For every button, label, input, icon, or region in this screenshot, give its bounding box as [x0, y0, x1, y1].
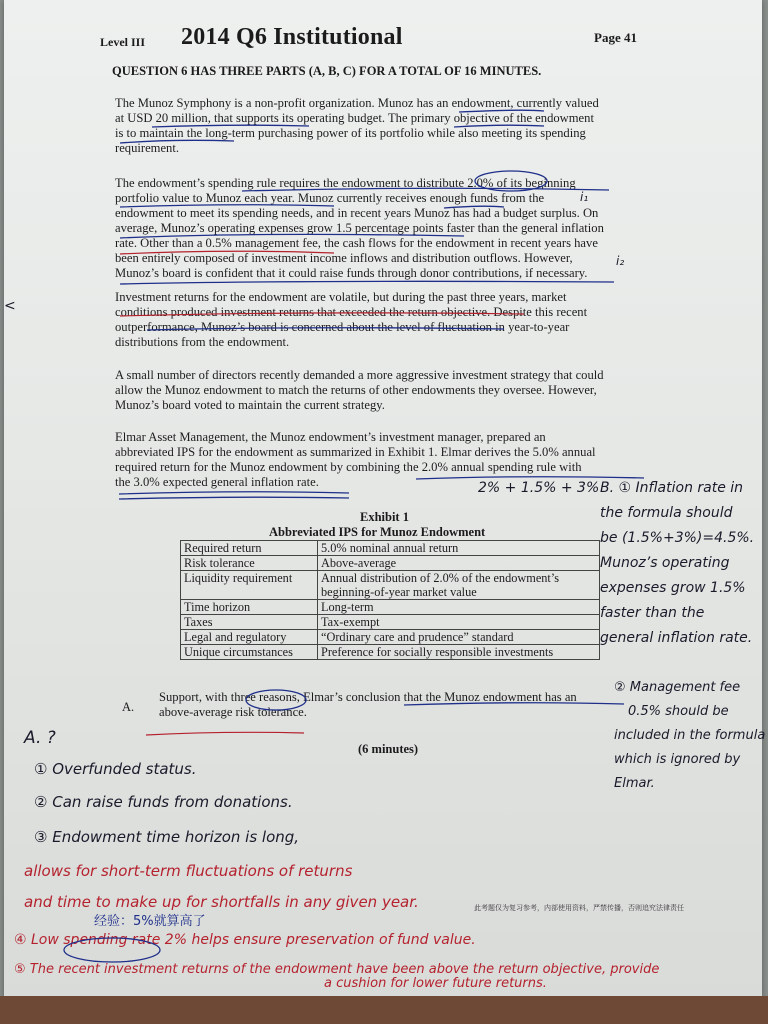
handwritten-formula: 2% + 1.5% + 3% [478, 480, 600, 496]
table-key: Required return [181, 541, 318, 556]
ips-table [180, 540, 600, 660]
answer-3: ③ Endowment time horizon is long, [34, 828, 300, 846]
answer-5: ⑤ The recent investment returns of the endowment have been above the return objective, provide [14, 962, 660, 977]
text-line: endowment to meet its spending needs, and in recent years Munoz has had a budget surplus. On [115, 206, 599, 220]
watermark-text: 此考题仅为复习参考，内部使用资料，严禁传播，否则追究法律责任 [474, 904, 684, 912]
question-a-line: above-average risk tolerance. [159, 705, 307, 719]
text-line: conditions produced investment returns that exceeded the return objective. Despite this recent [115, 305, 588, 319]
table-value [318, 571, 600, 600]
exhibit-title: Exhibit 1 [360, 510, 409, 524]
note-line: included in the formula [614, 728, 766, 743]
margin-marker-i2: i₂ [616, 254, 625, 268]
margin-mark: < [4, 298, 16, 314]
text-line: The Munoz Symphony is a non-profit organization. Munoz has an endowment, currently valued [115, 96, 599, 110]
page-number: Page 41 [594, 30, 637, 45]
underline-mark [120, 281, 614, 284]
paragraph-2 [115, 176, 645, 281]
text-line: been entirely composed of investment income inflows and distribution outflows. However, [115, 251, 573, 265]
table-value: Preference for socially responsible investments [318, 645, 600, 660]
answer-2: ② Can raise funds from donations. [34, 793, 293, 811]
page-title: 2014 Q6 Institutional [181, 24, 403, 50]
table-key: Liquidity requirement [181, 571, 318, 600]
answer-4: ④ Low spending rate 2% helps ensure preservation of fund value. [14, 932, 476, 948]
table-value: “Ordinary care and prudence” standard [318, 630, 600, 645]
text-line: abbreviated IPS for the endowment as summarized in Exhibit 1. Elmar derives the 5.0% annual [115, 445, 596, 459]
table-key: Unique circumstances [181, 645, 318, 660]
text-line: rate. Other than a 0.5% management fee, the cash flows for the endowment in recent years have [115, 236, 598, 250]
answer-3-cont-2: and time to make up for shortfalls in any given year. [24, 893, 419, 911]
underline-mark [146, 732, 304, 735]
text-line: requirement. [115, 141, 179, 155]
text-line: at USD 20 million, that supports its operating budget. The primary objective of the endowment [115, 111, 594, 125]
paragraph-1 [115, 96, 645, 156]
table-key: Taxes [181, 615, 318, 630]
note-line: general inflation rate. [600, 630, 753, 646]
note-line: Elmar. [614, 776, 655, 791]
exhibit-subtitle: Abbreviated IPS for Munoz Endowment [269, 525, 486, 539]
table-value: Above-average [318, 556, 600, 571]
underline-mark [119, 492, 349, 494]
text-line: Elmar Asset Management, the Munoz endowment’s investment manager, prepared an [115, 430, 546, 444]
answer-3-cont: allows for short-term fluctuations of returns [24, 862, 353, 880]
table-row [181, 630, 600, 645]
table-value-line: beginning-of-year market value [321, 585, 477, 599]
desk-surface [0, 996, 768, 1024]
table-row [181, 556, 600, 571]
note-line: the formula should [600, 505, 733, 521]
side-note-b [600, 476, 754, 651]
text-line: The endowment’s spending rule requires the endowment to distribute 2.0% of its beginning [115, 176, 576, 190]
text-line: Investment returns for the endowment are volatile, but during the past three years, market [115, 290, 567, 304]
paragraph-3 [115, 290, 645, 350]
note-line: ② Management fee [614, 680, 741, 695]
text-line: Munoz’s board voted to maintain the current strategy. [115, 398, 385, 412]
note-line: B. ① Inflation rate in [600, 480, 744, 496]
table-row [181, 615, 600, 630]
table-value: 5.0% nominal annual return [318, 541, 600, 556]
answer-1: ① Overfunded status. [34, 760, 197, 778]
answer-label: A. ? [24, 728, 56, 748]
note-line: Munoz’s operating [600, 555, 730, 571]
side-note-b-2 [614, 676, 765, 796]
text-line: the 3.0% expected general inflation rate. [115, 475, 319, 489]
table-row [181, 600, 600, 615]
table-value: Tax-exempt [318, 615, 600, 630]
text-line: Munoz’s board is confident that it could raise funds through donor contributions, if necessary. [115, 266, 588, 280]
table-row [181, 571, 600, 600]
text-line: portfolio value to Munoz each year. Munoz currently receives enough funds from the [115, 191, 545, 205]
exam-page [4, 0, 766, 1000]
underline-mark [119, 497, 349, 499]
table-value-line: Annual distribution of 2.0% of the endowment’s [321, 571, 560, 585]
note-line: be (1.5%+3%)=4.5%. [600, 530, 755, 546]
text-line: is to maintain the long-term purchasing power of its portfolio while also meeting its spending [115, 126, 586, 140]
note-line: which is ignored by [614, 752, 741, 767]
answer-5-cont: a cushion for lower future returns. [324, 976, 547, 991]
note-line: expenses grow 1.5% [600, 580, 746, 596]
margin-marker-i1: i₁ [580, 190, 589, 204]
level-label: Level III [100, 35, 145, 49]
text-line: distributions from the endowment. [115, 335, 290, 349]
note-line: faster than the [600, 605, 705, 621]
text-line: average, Munoz’s operating expenses grow 1.5 percentage points faster than the general inflation [115, 221, 604, 235]
note-line: 0.5% should be [628, 704, 729, 719]
table-key: Time horizon [181, 600, 318, 615]
text-line: required return for the Munoz endowment by combining the 2.0% annual spending rule with [115, 460, 582, 474]
question-a-text [159, 690, 577, 720]
table-key: Risk tolerance [181, 556, 318, 571]
question-a-label: A. [122, 700, 135, 714]
text-line: allow the Munoz endowment to match the returns of other endowments they oversee. However, [115, 383, 597, 397]
table-row [181, 645, 600, 660]
text-line: A small number of directors recently demanded a more aggressive investment strategy that could [115, 368, 604, 382]
question-heading: QUESTION 6 HAS THREE PARTS (A, B, C) FOR A TOTAL OF 16 MINUTES. [112, 64, 542, 78]
question-a-minutes: (6 minutes) [358, 742, 419, 756]
chinese-note: 经验：5%就算高了 [94, 914, 206, 929]
table-row [181, 541, 600, 556]
question-a-line: Support, with three reasons, Elmar’s conclusion that the Munoz endowment has an [159, 690, 577, 704]
text-line: outperformance, Munoz’s board is concerned about the level of fluctuation in year-to-year [115, 320, 570, 334]
table-key: Legal and regulatory [181, 630, 318, 645]
paragraph-4 [115, 368, 645, 413]
table-value: Long-term [318, 600, 600, 615]
